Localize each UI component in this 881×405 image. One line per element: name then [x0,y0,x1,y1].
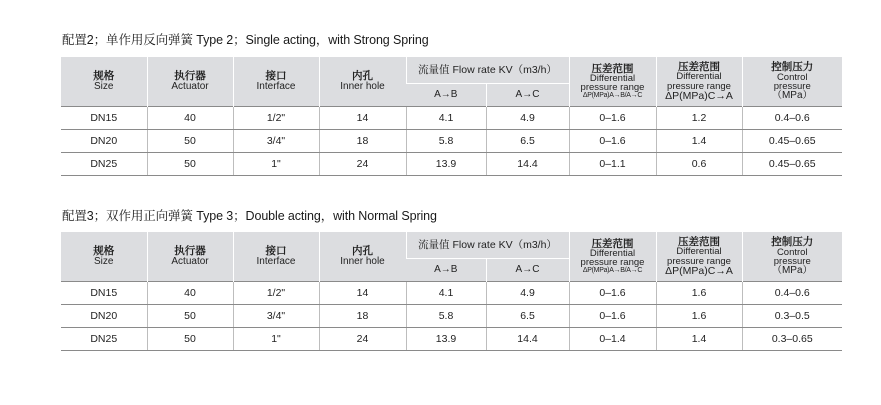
table-row [61,282,842,305]
cell-actuator: 50 [147,328,233,351]
header-size: 规格 Size [61,57,147,107]
header-flow-a-c: A→C [486,84,569,107]
cell-dp-2: 0.6 [656,153,742,176]
cell-flow-a-b: 4.1 [406,282,486,305]
section-title: 配置3；双作用正向弹簧 Type 3；Double acting，with Normal Spring [62,209,437,223]
cell-size: DN15 [61,107,147,130]
cell-dp-2: 1.6 [656,282,742,305]
header-inner-hole: 内孔 Inner hole [319,57,406,107]
cell-flow-a-b: 13.9 [406,328,486,351]
cell-dp-2: 1.6 [656,305,742,328]
cell-flow-a-c: 6.5 [486,130,569,153]
cell-flow-a-c: 14.4 [486,328,569,351]
cell-inner-hole: 14 [319,107,406,130]
cell-flow-a-b: 13.9 [406,153,486,176]
section-title: 配置2；单作用反向弹簧 Type 2；Single acting，with Strong Spring [62,33,429,47]
cell-control-pressure: 0.45–0.65 [742,130,842,153]
cell-dp-1: 0–1.6 [569,130,656,153]
header-differential-pressure-2: 压差范围 Differential pressure range ΔP(MPa)C→A [656,232,742,282]
cell-flow-a-b: 4.1 [406,107,486,130]
header-control-pressure: 控制压力 Control pressure （MPa） [742,232,842,282]
header-actuator: 执行器 Actuator [147,232,233,282]
header-interface: 接口 Interface [233,57,319,107]
cell-interface: 3/4" [233,130,319,153]
cell-size: DN15 [61,282,147,305]
cell-dp-2: 1.2 [656,107,742,130]
header-flow-rate: 流量值 Flow rate KV（m3/h） [406,232,569,259]
cell-control-pressure: 0.4–0.6 [742,282,842,305]
cell-inner-hole: 18 [319,305,406,328]
cell-control-pressure: 0.3–0.5 [742,305,842,328]
cell-control-pressure: 0.45–0.65 [742,153,842,176]
table-row [61,153,842,176]
cell-interface: 1/2" [233,107,319,130]
cell-flow-a-c: 4.9 [486,107,569,130]
spec-table-type-3 [61,232,842,351]
cell-dp-2: 1.4 [656,328,742,351]
cell-control-pressure: 0.3–0.65 [742,328,842,351]
cell-inner-hole: 18 [319,130,406,153]
cell-actuator: 50 [147,153,233,176]
header-flow-a-b: A→B [406,84,486,107]
cell-dp-1: 0–1.6 [569,107,656,130]
header-flow-rate: 流量值 Flow rate KV（m3/h） [406,57,569,84]
cell-inner-hole: 24 [319,328,406,351]
cell-dp-1: 0–1.4 [569,328,656,351]
header-differential-pressure-2: 压差范围 Differential pressure range ΔP(MPa)C→A [656,57,742,107]
cell-flow-a-b: 5.8 [406,305,486,328]
cell-interface: 3/4" [233,305,319,328]
cell-size: DN25 [61,328,147,351]
cell-dp-1: 0–1.6 [569,282,656,305]
cell-size: DN25 [61,153,147,176]
header-flow-a-c: A→C [486,259,569,282]
cell-dp-1: 0–1.1 [569,153,656,176]
cell-interface: 1/2" [233,282,319,305]
header-actuator: 执行器 Actuator [147,57,233,107]
header-control-pressure: 控制压力 Control pressure （MPa） [742,57,842,107]
header-size: 规格 Size [61,232,147,282]
cell-flow-a-c: 4.9 [486,282,569,305]
cell-flow-a-c: 14.4 [486,153,569,176]
header-differential-pressure-1: 压差范围 Differential pressure range ΔP(MPa)A→B/A→C [569,57,656,107]
table-row [61,130,842,153]
cell-dp-1: 0–1.6 [569,305,656,328]
header-inner-hole: 内孔 Inner hole [319,232,406,282]
table-row [61,328,842,351]
cell-size: DN20 [61,130,147,153]
cell-flow-a-c: 6.5 [486,305,569,328]
cell-interface: 1" [233,153,319,176]
cell-actuator: 40 [147,282,233,305]
cell-interface: 1" [233,328,319,351]
header-interface: 接口 Interface [233,232,319,282]
cell-inner-hole: 14 [319,282,406,305]
header-differential-pressure-1: 压差范围 Differential pressure range ΔP(MPa)A→B/A→C [569,232,656,282]
cell-actuator: 40 [147,107,233,130]
spec-table-type-2 [61,57,842,176]
cell-actuator: 50 [147,305,233,328]
cell-actuator: 50 [147,130,233,153]
cell-inner-hole: 24 [319,153,406,176]
cell-dp-2: 1.4 [656,130,742,153]
cell-flow-a-b: 5.8 [406,130,486,153]
header-flow-a-b: A→B [406,259,486,282]
table-row [61,305,842,328]
cell-size: DN20 [61,305,147,328]
cell-control-pressure: 0.4–0.6 [742,107,842,130]
table-row [61,107,842,130]
